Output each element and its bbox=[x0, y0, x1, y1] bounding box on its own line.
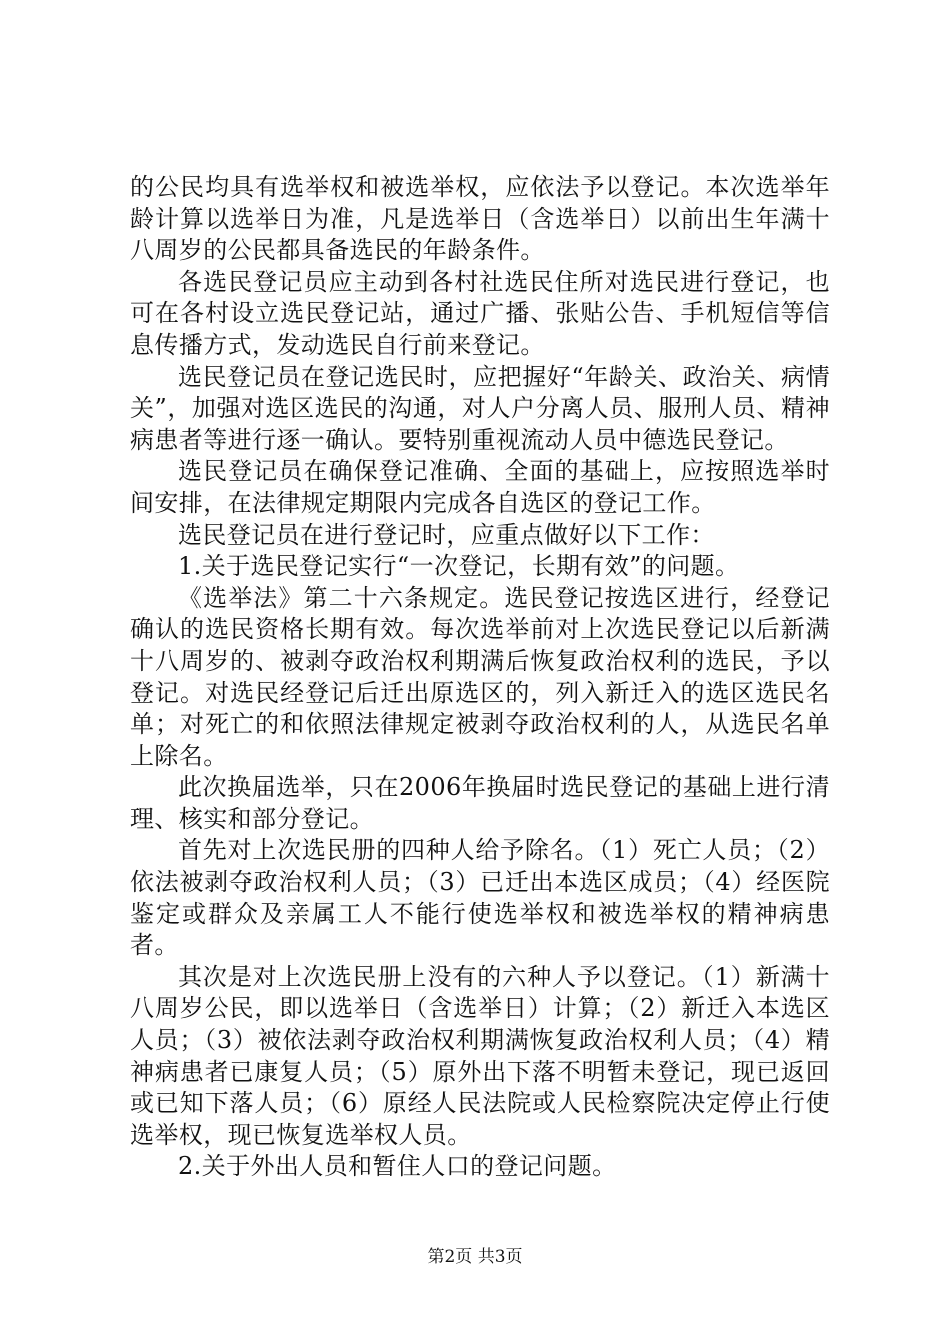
paragraph-11-heading: 2.关于外出人员和暂住人口的登记问题。 bbox=[178, 1152, 617, 1181]
paragraph-8: 此次换届选举，只在2006年换届时选民登记的基础上进行清理、核实和部分登记。 bbox=[130, 773, 830, 833]
paragraph-2: 各选民登记员应主动到各村社选民住所对选民进行登记，也可在各村设立选民登记站，通过广播、张贴公告、手机短信等信息传播方式，发动选民自行前来登记。 bbox=[130, 267, 830, 359]
document-body bbox=[130, 172, 830, 1183]
paragraph-1: 的公民均具有选举权和被选举权，应依法予以登记。本次选举年龄计算以选举日为准，凡是选举日（含选举日）以前出生年满十八周岁的公民都具备选民的年龄条件。 bbox=[130, 173, 830, 265]
paragraph-6-heading: 1.关于选民登记实行“一次登记，长期有效”的问题。 bbox=[178, 552, 740, 581]
paragraph-7: 《选举法》第二十六条规定。选民登记按选区进行，经登记确认的选民资格长期有效。每次选举前对上次选民登记以后新满十八周岁的、被剥夺政治权利期满后恢复政治权利的选民，予以登记。对选民经登记后迁出原选区的，列入新迁入的选区选民名单；对死亡的和依照法律规定被剥夺政治权利的人，从选民名单上除名。 bbox=[130, 583, 830, 770]
paragraph-3: 选民登记员在登记选民时，应把握好“年龄关、政治关、病情关”，加强对选区选民的沟通，对人户分离人员、服刑人员、精神病患者等进行逐一确认。要特别重视流动人员中德选民登记。 bbox=[130, 362, 830, 454]
paragraph-4: 选民登记员在确保登记准确、全面的基础上，应按照选举时间安排，在法律规定期限内完成各自选区的登记工作。 bbox=[130, 457, 830, 517]
page-number-footer: 第2页 共3页 bbox=[427, 1247, 523, 1267]
paragraph-5: 选民登记员在进行登记时，应重点做好以下工作： bbox=[178, 520, 715, 549]
paragraph-9: 首先对上次选民册的四种人给予除名。（1）死亡人员；（2）依法被剥夺政治权利人员；（3）已迁出本选区成员；（4）经医院鉴定或群众及亲属工人不能行使选举权和被选举权的精神病患者。 bbox=[130, 836, 830, 960]
paragraph-10: 其次是对上次选民册上没有的六种人予以登记。（1）新满十八周岁公民，即以选举日（含选举日）计算；（2）新迁入本选区人员；（3）被依法剥夺政治权利期满恢复政治权利人员；（4）精神病患者已康复人员；（5）原外出下落不明暂未登记，现已返回或已知下落人员；（6）原经人民法院或人民检察院决定停止行使选举权，现已恢复选举权人员。 bbox=[130, 962, 830, 1149]
